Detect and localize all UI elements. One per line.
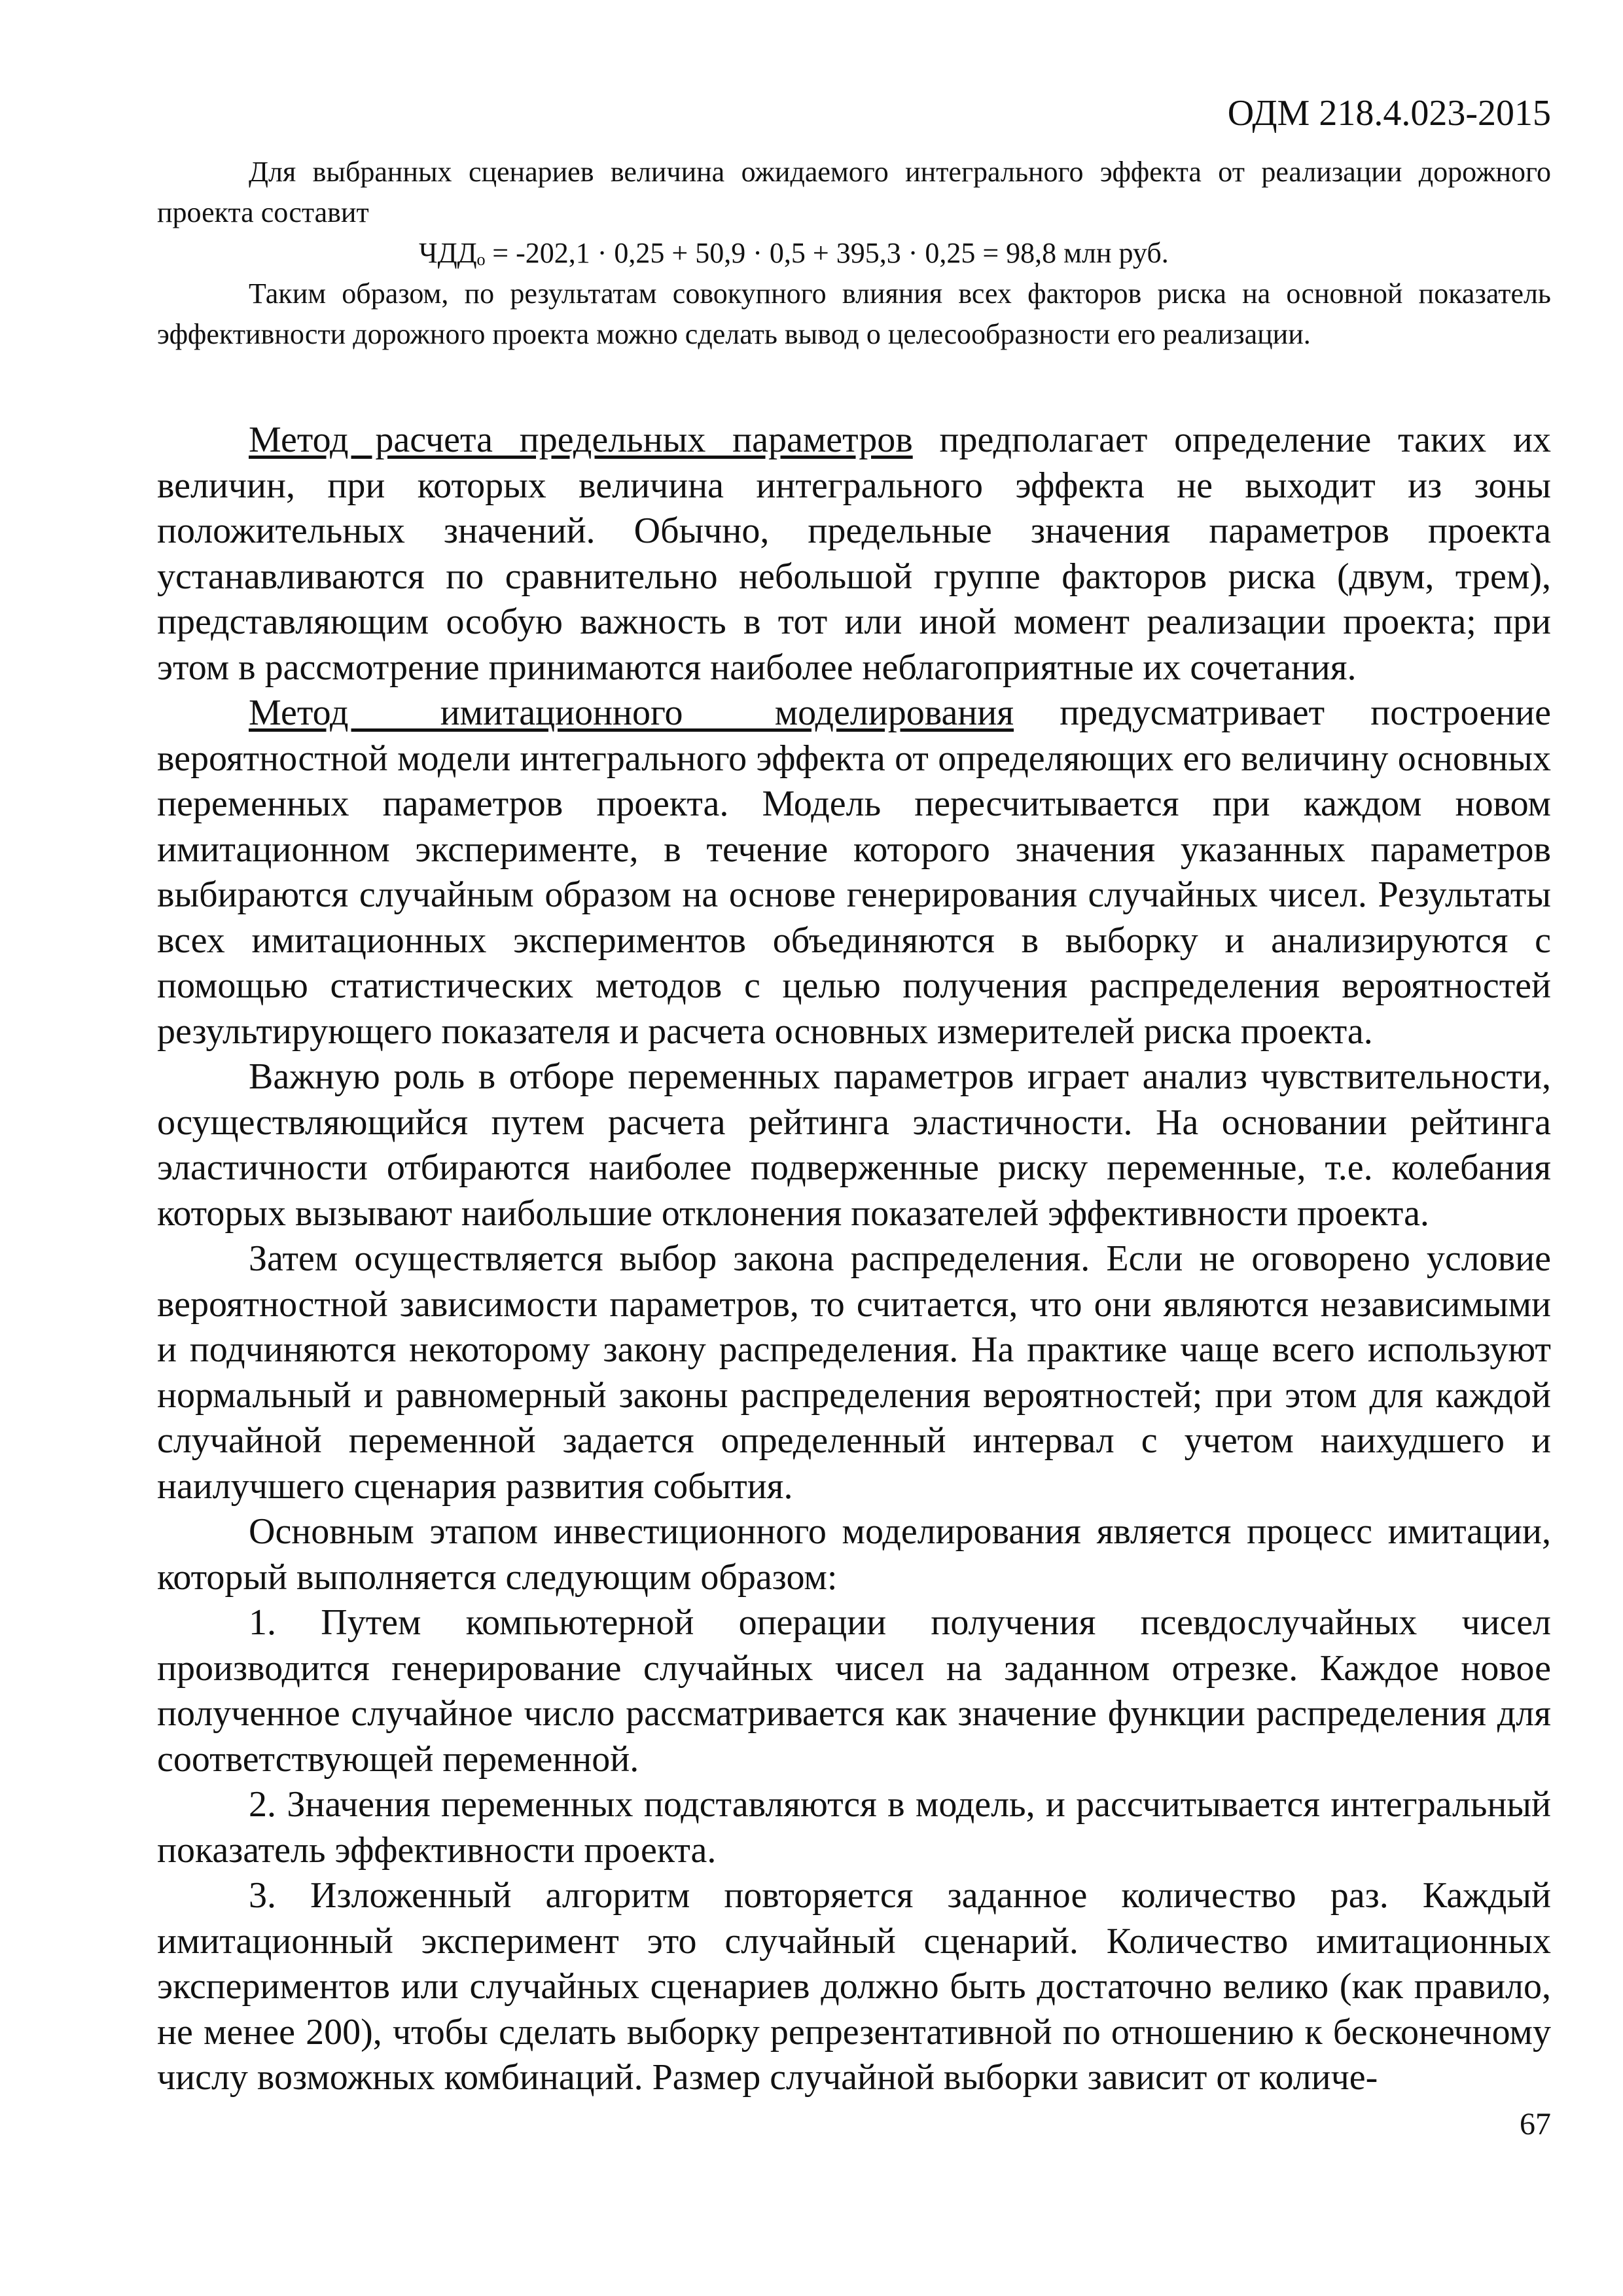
sensitivity-paragraph: Важную роль в отборе переменных параметров играет анализ чувствительности, осуществляющийся путем расчета рейтинга эластичности. На основании рейтинга эластичности отбираются наиболее подверженные риску переменные, т.е. колебания которых вызывают наибольшие отклонения показателей эффективности проекта.: [157, 1056, 1551, 1234]
simulation-method-term: Метод имитационного моделирования: [249, 692, 1014, 733]
limit-method-paragraph: [157, 418, 1551, 691]
conclusion-paragraph: Таким образом, по результатам совокупного влияния всех факторов риска на основной показатель эффективности дорожного проекта можно сделать вывод о целесообразности его реализации.: [157, 278, 1551, 350]
distribution-paragraph: Затем осуществляется выбор закона распределения. Если не оговорено условие вероятностной зависимости параметров, то считается, что они являются независимыми и подчиняются некоторому закону распределения. На практике чаще всего используют нормальный и равномерный законы распределения вероятностей; при этом для каждой случайной переменной задается определенный интервал с учетом наихудшего и наилучшего сценария развития события.: [157, 1238, 1551, 1507]
simulation-method-text: предусматривает построение вероятностной модели интегрального эффекта от определяющих его величину основных переменных параметров проекта. Модель пересчитывается при каждом новом имитационном эксперименте, в течение которого значения указанных параметров выбираются случайным образом на основе генерирования случайных чисел. Результаты всех имитационных экспериментов объединяются в выборку и анализируются с помощью статистических методов с целью получения распределения вероятностей результирующего показателя и расчета основных измерителей риска проекта.: [157, 692, 1551, 1052]
intro-paragraph: Для выбранных сценариев величина ожидаемого интегрального эффекта от реализации дорожного проекта составит: [157, 156, 1551, 228]
page-number: 67: [1520, 2107, 1551, 2142]
intro-block: [157, 152, 1551, 355]
simulation-stage-paragraph: Основным этапом инвестиционного моделирования является процесс имитации, который выполняется следующим образом:: [157, 1511, 1551, 1598]
simulation-method-paragraph: [157, 691, 1551, 1054]
limit-method-term: Метод расчета предельных параметров: [249, 420, 913, 460]
npv-formula: ЧДДₒ = -202,1 · 0,25 + 50,9 · 0,5 + 395,3 · 0,25 = 98,8 млн руб.: [419, 237, 1169, 269]
list-item-3: 3. Изложенный алгоритм повторяется заданное количество раз. Каждый имитационный эксперимент это случайный сценарий. Количество имитационных экспериментов или случайных сценариев должно быть достаточно велико (как правило, не менее 200), чтобы сделать выборку репрезентативной по отношению к бесконечному числу возможных комбинаций. Размер случайной выборки зависит от количе-: [157, 1875, 1551, 2098]
list-item-1: 1. Путем компьютерной операции получения псевдослучайных чисел производится генерирование случайных чисел на заданном отрезке. Каждое новое полученное случайное число рассматривается как значение функции распределения для соответствующей переменной.: [157, 1602, 1551, 1780]
document-code: ОДМ 218.4.023-2015: [1227, 93, 1551, 134]
main-text: [157, 418, 1551, 2101]
limit-method-text: предполагает определение таких их величин, при которых величина интегрального эффекта не выходит из зоны положительных значений. Обычно, предельные значения параметров проекта устанавливаются по сравнительно небольшой группе факторов риска (двум, трем), представляющим особую важность в тот или иной момент реализации проекта; при этом в рассмотрение принимаются наиболее неблагоприятные их сочетания.: [157, 420, 1551, 688]
list-item-2: 2. Значения переменных подставляются в модель, и рассчитывается интегральный показатель эффективности проекта.: [157, 1784, 1551, 1871]
